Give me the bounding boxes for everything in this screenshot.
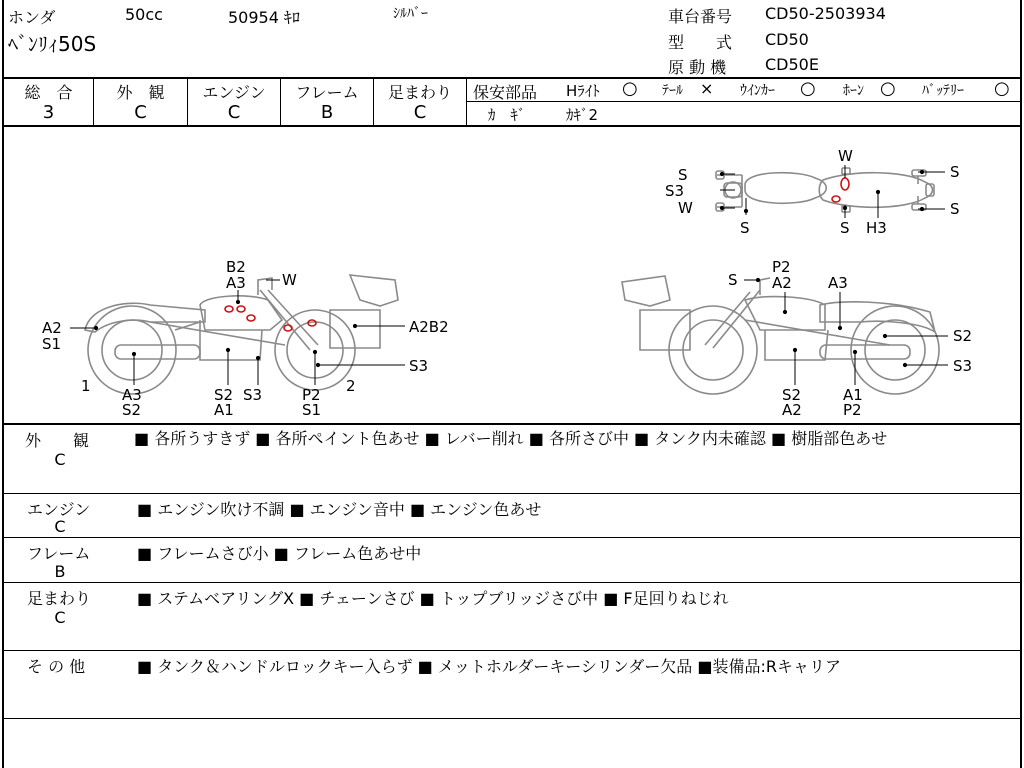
top-view-outline (716, 168, 934, 212)
grade-label-engine: エンジン (202, 83, 266, 102)
top-mark-w-1: W (678, 199, 693, 217)
safety-item-tail: ﾃｰﾙ (662, 83, 683, 99)
damage-diagram (0, 126, 1024, 423)
key-label: ｶ ｷﾞ (488, 106, 526, 124)
note-text-other: ■ タンク＆ハンドルロックキー入らず ■ メットホルダーキーシリンダー欠品 ■装備品:Rキャリア (137, 657, 841, 676)
note-label-other: そ の 他 (27, 657, 86, 676)
left-mark-a3: A3 (122, 386, 142, 404)
right-mark-s: S (728, 271, 738, 289)
top-mark-s-4: S (950, 163, 960, 181)
top-mark-s-3: S (840, 219, 850, 237)
top-mark-s-2: S (740, 219, 750, 237)
left-mark-b2: B2 (226, 258, 246, 276)
rule-note4 (2, 650, 1022, 651)
engine-label: 原 動 機 (668, 58, 727, 77)
displacement: 50cc (125, 5, 163, 24)
type-label: 型 式 (668, 33, 733, 52)
left-mark-p2: P2 (302, 386, 321, 404)
safety-mark-winker: ○ (800, 78, 816, 99)
right-mark-a2: A2 (772, 274, 792, 292)
top-mark-w-2: W (838, 147, 853, 165)
note-label-suspension: 足まわり (27, 589, 92, 608)
left-mark-s1: S1 (42, 335, 62, 353)
left-mark-a2b2: A2B2 (409, 318, 449, 336)
rule-note5 (2, 718, 1022, 719)
grade-value-frame: B (320, 102, 334, 123)
safety-mark-horn: ○ (880, 78, 896, 99)
maker: ホンダ (8, 8, 56, 27)
chassis-label: 車台番号 (668, 7, 733, 26)
left-mark-s1-b: S1 (302, 401, 322, 419)
left-mark-a2: A2 (42, 319, 62, 337)
safety-mark-battery: ○ (994, 78, 1010, 99)
rule-diagram-bottom (2, 423, 1022, 425)
note-grade-exterior: C (54, 450, 66, 469)
right-mark-a2-b: A2 (782, 401, 802, 419)
chassis-value: CD50-2503934 (765, 4, 886, 23)
safety-label: 保安部品 (473, 83, 538, 102)
note-text-frame: ■ フレームさび小 ■ フレーム色あせ中 (137, 544, 422, 563)
note-grade-frame: B (54, 562, 66, 581)
right-mark-s2-b: S2 (782, 386, 802, 404)
grade-label-suspension: 足まわり (387, 83, 452, 102)
engine-value: CD50E (765, 55, 819, 74)
right-mark-p2-b: P2 (843, 401, 862, 419)
right-mark-s3: S3 (953, 357, 973, 375)
note-text-exterior: ■ 各所うすきず ■ 各所ペイント色あせ ■ レバー削れ ■ 各所さび中 ■ タンク内未確認 ■ 樹脂部色あせ (134, 429, 888, 448)
grade-label-overall: 総 合 (24, 83, 73, 102)
top-mark-h3: H3 (866, 219, 887, 237)
top-mark-s3: S3 (665, 182, 685, 200)
left-mark-a1: A1 (214, 401, 234, 419)
grade-divider-5 (466, 78, 467, 126)
body-color: ｼﾙﾊﾞｰ (393, 6, 428, 22)
rule-header-bottom (2, 77, 1022, 79)
grade-value-engine: C (227, 102, 241, 123)
left-mark-s2: S2 (122, 401, 142, 419)
rule-note3 (2, 582, 1022, 583)
grade-value-exterior: C (134, 102, 147, 123)
safety-mark-headlight: ○ (622, 78, 638, 99)
model-name: ﾍﾞﾝﾘｨ50S (8, 32, 97, 56)
safety-item-winker: ｳｲﾝｶｰ (740, 83, 775, 99)
key-value: ｶｷﾞ2 (566, 106, 599, 124)
grade-value-overall: 3 (42, 102, 55, 123)
note-text-engine: ■ エンジン吹け不調 ■ エンジン音中 ■ エンジン色あせ (137, 500, 542, 519)
left-mark-w: W (282, 271, 297, 289)
left-mark-s2-b: S2 (214, 386, 234, 404)
type-value: CD50 (765, 30, 809, 49)
rule-grade-mid (467, 101, 1020, 102)
left-mark-1: 1 (81, 377, 91, 395)
right-bike-outline (622, 276, 939, 394)
safety-item-horn: ﾎｰﾝ (843, 83, 864, 99)
left-mark-s3-b: S3 (409, 357, 429, 375)
note-label-engine: エンジン (27, 500, 91, 519)
safety-item-battery: ﾊﾞｯﾃﾘｰ (922, 83, 964, 99)
note-label-frame: フレーム (27, 544, 91, 563)
right-mark-s2: S2 (953, 327, 973, 345)
mileage: 50954 ｷﾛ (228, 8, 300, 27)
right-mark-a1: A1 (843, 386, 863, 404)
note-label-exterior: 外 観 (25, 431, 90, 450)
rule-note1 (2, 493, 1022, 494)
grade-label-exterior: 外 観 (116, 83, 165, 102)
grade-value-suspension: C (413, 102, 427, 123)
rule-note2 (2, 537, 1022, 538)
right-mark-p2: P2 (772, 258, 791, 276)
note-text-suspension: ■ ステムベアリングX ■ チェーンさび ■ トップブリッジさび中 ■ F足回りねじれ (137, 589, 729, 608)
top-mark-s-1: S (678, 166, 688, 184)
safety-mark-tail: × (700, 79, 714, 98)
top-mark-s-5: S (950, 200, 960, 218)
left-mark-s3: S3 (243, 386, 263, 404)
right-mark-a3: A3 (828, 274, 848, 292)
note-grade-suspension: C (54, 608, 66, 627)
safety-item-headlight: Hﾗｲﾄ (566, 82, 600, 100)
note-grade-engine: C (54, 517, 66, 536)
left-mark-2: 2 (346, 377, 356, 395)
left-mark-a3-top: A3 (226, 274, 246, 292)
grade-label-frame: フレーム (295, 83, 359, 102)
